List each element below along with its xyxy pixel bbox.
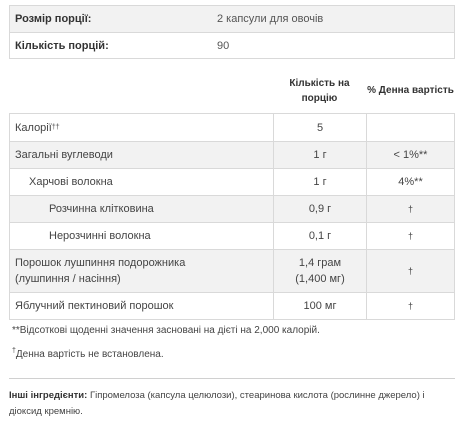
serving-size-label: Розмір порції:: [15, 13, 92, 25]
row-name: [10, 250, 274, 292]
serving-info-table: [9, 5, 455, 59]
row-dv: †: [407, 231, 413, 241]
table-header: [9, 68, 455, 114]
row-amount: 1 г: [274, 169, 367, 195]
table-row: [10, 249, 454, 292]
row-dv: 4%**: [398, 176, 423, 188]
row-name: Розчинна клітковина: [10, 196, 274, 222]
row-name: Загальні вуглеводи: [10, 142, 274, 168]
row-name: Харчові волокна: [10, 169, 274, 195]
serving-size-row: [10, 6, 454, 32]
serving-size-value: 2 капсули для овочів: [217, 13, 324, 25]
servings-row: [10, 32, 454, 58]
header-dv: % Денна вартість: [367, 85, 454, 96]
row-name-line2: (лушпиння / насіння): [15, 273, 121, 285]
ingredients-label: Інші інгредієнти:: [9, 390, 88, 401]
servings-label: Кількість порцій:: [15, 39, 109, 52]
row-name: Нерозчинні волокна: [10, 223, 274, 249]
row-amount: 0,9 г: [274, 196, 367, 222]
footnote-daily-value: **Відсоткові щоденні значення засновані на дієті на 2,000 калорій.: [12, 325, 320, 336]
divider: [9, 378, 455, 379]
row-amount: 0,1 г: [274, 223, 367, 249]
ingredients-text: Гіпромелоза (капсула целюлози), стеаринова кислота (рослинне джерело) і діоксид кремнію.: [9, 390, 425, 417]
row-dv: [367, 114, 454, 141]
row-name: Яблучний пектиновий порошок: [10, 293, 274, 319]
servings-value: 90: [217, 39, 230, 52]
row-dv: †: [407, 301, 413, 311]
row-amount: [274, 250, 367, 292]
table-body: [9, 114, 455, 320]
table-row: [10, 222, 454, 249]
row-amount: 1 г: [274, 142, 367, 168]
footnote-not-established: [12, 349, 164, 360]
row-name-text: Калорії: [15, 121, 52, 134]
table-row: [10, 168, 454, 195]
other-ingredients: [9, 388, 455, 420]
header-amount: Кількість на порцію: [289, 77, 350, 104]
table-row: [10, 114, 454, 141]
row-amount: 5: [274, 114, 367, 141]
nutrition-table: [9, 68, 455, 320]
row-amount-line1: 1,4 грам: [298, 257, 342, 269]
footnote-text: Денна вартість не встановлена.: [15, 349, 164, 360]
table-row: [10, 195, 454, 222]
row-amount: 100 мг: [274, 293, 367, 319]
row-dv: < 1%**: [393, 149, 428, 161]
header-empty: [9, 68, 273, 113]
row-name: Калорії ††: [10, 114, 274, 141]
row-dv: †: [407, 204, 413, 214]
table-row: [10, 141, 454, 168]
table-row: [10, 292, 454, 319]
dagger-mark: †: [12, 347, 16, 355]
row-amount-line2: (1,400 мг): [295, 273, 345, 285]
row-dv: †: [407, 266, 413, 276]
row-name-line1: Порошок лушпиння подорожника: [15, 257, 186, 269]
